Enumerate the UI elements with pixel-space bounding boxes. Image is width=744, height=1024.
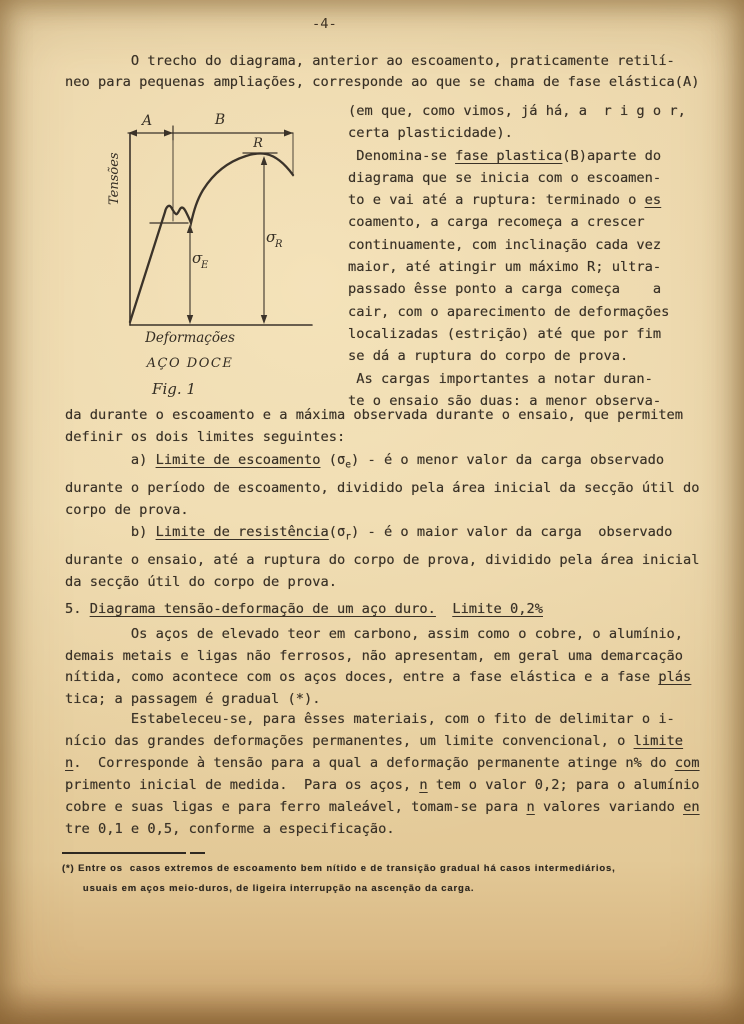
paragraph-limit-n: [65, 709, 700, 840]
section-5-heading: [65, 599, 543, 621]
y-axis-title: Tensões: [107, 152, 122, 205]
text-line: n. Corresponde à tensão para a qual a deformação permanente atinge n% do com: [65, 754, 700, 771]
text-line: certa plasticidade).: [348, 125, 513, 142]
text-line: diagrama que se inicia com o escoamen-: [348, 169, 662, 186]
text-line: Denomina-se fase plastica(B)aparte do: [348, 147, 662, 164]
figure-number-caption: Fig. 1: [152, 380, 196, 398]
text-line: cair, com o aparecimento de deformações: [348, 303, 670, 320]
x-axis-title: Deformações: [145, 330, 235, 346]
svg-text:σ: σ: [266, 228, 277, 246]
text-line: corpo de prova.: [65, 501, 189, 518]
text-line: tica; a passagem é gradual (*).: [65, 690, 321, 707]
text-line: definir os dois limites seguintes:: [65, 429, 346, 446]
text-line: continuamente, com inclinação cada vez: [348, 236, 662, 253]
region-b-label: B: [214, 112, 226, 128]
text-line: Estabeleceu-se, para êsses materiais, com o fito de delimitar o i-: [65, 711, 675, 727]
text-line: Os aços de elevado teor em carbono, assim como o cobre, o alumínio,: [65, 626, 684, 642]
text-line: usuais em aços meio-duros, de ligeira interrupção na ascenção da carga.: [62, 883, 475, 894]
paragraph-intro: [65, 51, 700, 93]
text-line: to e vai até a ruptura: terminado o es: [348, 192, 662, 209]
footnote-rule-short: [190, 852, 205, 854]
text-line: da secção útil do corpo de prova.: [65, 574, 337, 591]
svg-text:E: E: [201, 260, 209, 271]
paragraph-beside-figure: [348, 100, 686, 412]
paragraph-limits: [65, 404, 700, 594]
text-line: (em que, como vimos, já há, a r i g o r,: [348, 103, 686, 119]
sigma-r-label: [266, 228, 283, 250]
text-line: primento inicial de medida. Para os aços, n tem o valor 0,2; para o alumínio: [65, 776, 700, 793]
region-a-label: A: [141, 113, 153, 129]
text-line: O trecho do diagrama, anterior ao escoamento, praticamente retilí-: [65, 53, 675, 69]
text-line: durante o ensaio, até a ruptura do corpo de prova, dividido pela área inicial: [65, 552, 700, 569]
text-line: localizadas (estrição) até que por fim: [348, 325, 662, 342]
paragraph-hard-steel: [65, 624, 691, 710]
text-line: passado êsse ponto a carga começa a: [348, 281, 662, 298]
text-line: da durante o escoamento e a máxima observada durante o ensaio, que permitem: [65, 407, 684, 423]
text-line: demais metais e ligas não ferrosos, não apresentam, em geral uma demarcação: [65, 647, 684, 664]
text-line: 5. Diagrama tensão-deformação de um aço duro. Limite 0,2%: [65, 601, 543, 617]
page-number: -4-: [312, 16, 337, 32]
svg-text:R: R: [275, 239, 283, 250]
text-line: te o ensaio são duas: a menor observa-: [348, 392, 662, 409]
text-line: (*) Entre os casos extremos de escoamento bem nítido e de transição gradual há casos intermediários,: [62, 863, 616, 874]
sigma-e-label: [192, 249, 209, 271]
text-line: nítida, como acontece com os aços doces, entre a fase elástica e a fase plás: [65, 669, 692, 686]
text-line: neo para pequenas ampliações, corresponde ao que se chama de fase elástica(A): [65, 74, 700, 90]
text-line: durante o período de escoamento, dividido pela área inicial da secção útil do: [65, 479, 700, 496]
footnote-rule-long: [62, 852, 186, 854]
text-line: a) Limite de escoamento $(\sigma_e)$ - é o menor valor da carga observado: [65, 451, 665, 471]
text-line: As cargas importantes a notar duran-: [348, 370, 653, 387]
text-line: b) Limite de $resistência(\sigma_r)$ - é o maior valor da carga observado: [65, 524, 673, 543]
text-line: coamento, a carga recomeça a crescer: [348, 214, 645, 231]
text-line: cobre e suas ligas e para ferro maleável, tomam-se para n valores variando en: [65, 798, 700, 815]
text-line: nício das grandes deformações permanentes, um limite convencional, o limite: [65, 732, 684, 749]
text-line: se dá a ruptura do corpo de prova.: [348, 348, 629, 365]
text-line: tre 0,1 e 0,5, conforme a especificação.: [65, 820, 395, 837]
svg-text:σ: σ: [192, 249, 203, 267]
point-r-label: R: [253, 136, 263, 151]
text-line: maior, até atingir um máximo R; ultra-: [348, 259, 662, 276]
footnote: [62, 859, 616, 899]
stress-strain-figure: [80, 108, 325, 400]
figure-material-caption: AÇO DOCE: [146, 356, 234, 371]
